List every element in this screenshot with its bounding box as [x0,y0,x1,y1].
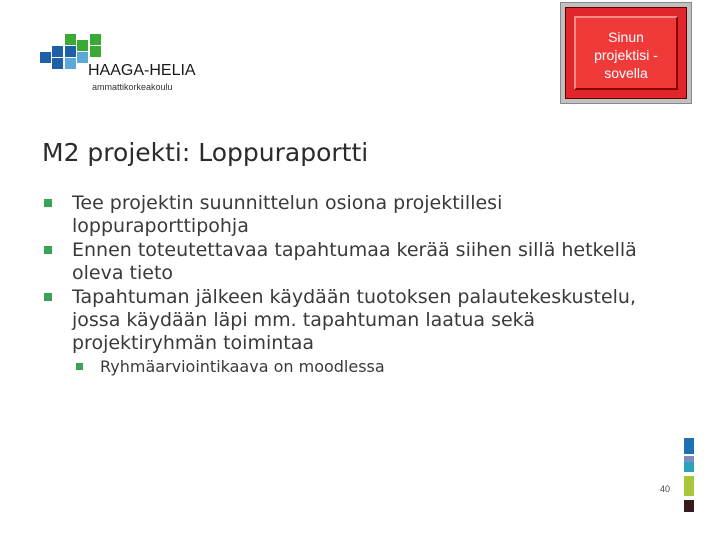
action-button-label [576,18,676,82]
bullet-square-icon [44,246,52,254]
bullet-square-icon [44,199,52,207]
bullet-text: Tee projektin suunnittelun osiona projektillesi loppuraporttipohja [72,192,503,237]
slide-title: M2 projekti: Loppuraportti [42,138,369,167]
bullet-item [44,239,684,285]
bullet-square-icon [76,363,83,370]
project-action-button[interactable] [560,2,692,104]
bullet-item [44,192,684,238]
action-label-line: projektisi - [594,47,658,63]
action-button-face [574,16,678,90]
bullet-text: Tapahtuman jälkeen käydään tuotoksen palautekeskustelu, jossa käydään läpi mm. tapahtuman laatua sekä projektiryhmän toimintaa [72,286,636,354]
bullet-list [44,192,684,377]
bullet-square-icon [44,293,52,301]
logo-subtitle: ammattikorkeakoulu [92,82,173,92]
action-button-frame [565,7,687,99]
action-label-line: sovella [604,65,648,81]
bullet-text: Ennen toteutettavaa tapahtumaa kerää siihen sillä hetkellä oleva tieto [72,239,637,284]
color-strip-block [684,462,694,472]
haaga-helia-logo [40,32,210,96]
color-strip-block [684,476,694,496]
page-number: 40 [660,484,671,494]
sub-bullet-text: Ryhmäarviointikaava on moodlessa [100,357,385,376]
logo-name: HAAGA-HELIA [88,62,196,79]
sub-bullet-item [76,357,684,377]
color-strip-block [684,500,694,512]
action-label-line: Sinun [608,29,644,45]
color-strip-block [684,438,694,454]
bullet-item [44,286,684,355]
